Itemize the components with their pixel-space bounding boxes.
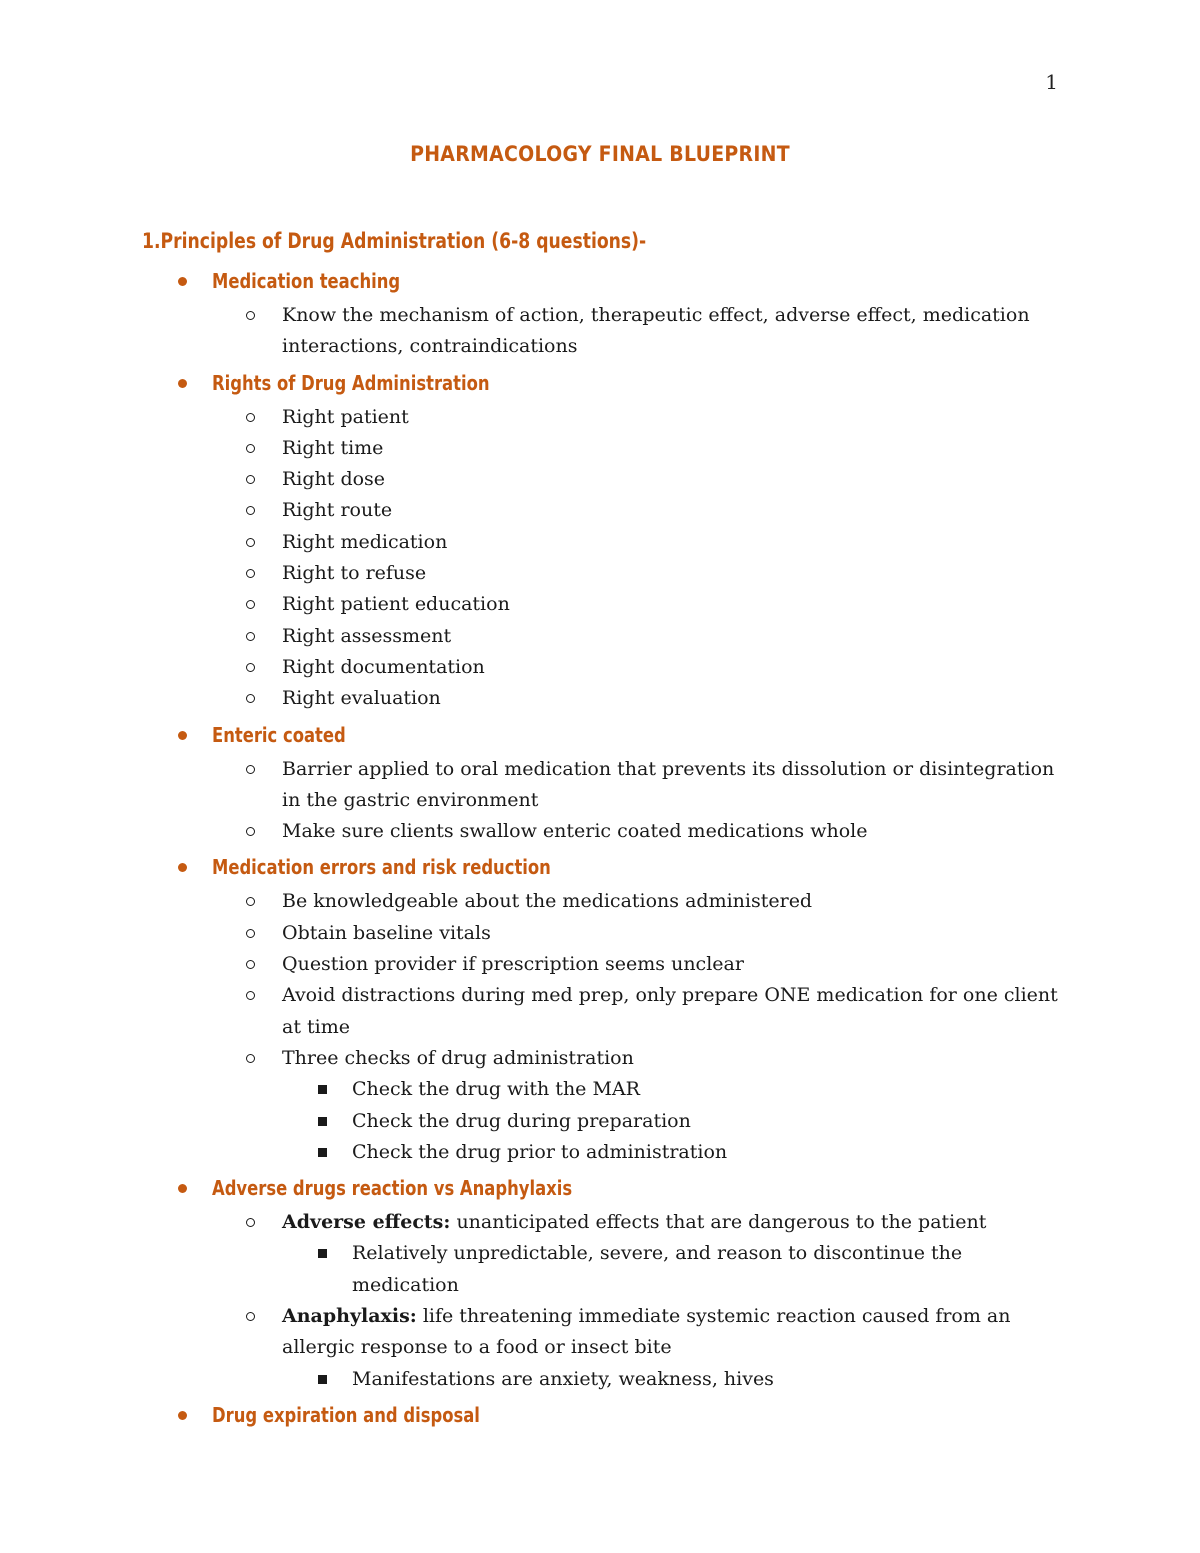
- bullet-dot-icon: [178, 731, 187, 740]
- topic-points: [246, 402, 1062, 715]
- bullet-circle-icon: [246, 600, 255, 609]
- list-item: [246, 816, 1062, 847]
- list-item: [246, 1043, 1062, 1168]
- list-item: [246, 652, 1062, 683]
- list-item: [246, 402, 1062, 433]
- bullet-circle-icon: [246, 765, 255, 774]
- item-text: Right route: [282, 499, 393, 522]
- item-text: Obtain baseline vitals: [282, 921, 491, 944]
- item-text: Right patient: [282, 405, 409, 428]
- list-item: [246, 464, 1062, 495]
- list-item: [246, 1301, 1062, 1395]
- item-text: Right assessment: [282, 624, 452, 647]
- section-heading: 1.Principles of Drug Administration (6-8 questions)-: [142, 229, 647, 253]
- list-item: [246, 949, 1062, 980]
- bullet-square-icon: [318, 1148, 327, 1157]
- topic-item: [176, 1171, 1062, 1395]
- sub-item-text: Check the drug prior to administration: [352, 1140, 728, 1163]
- topic-points: [246, 300, 1062, 363]
- bullet-circle-icon: [246, 663, 255, 672]
- term-label: Adverse effects:: [282, 1211, 451, 1234]
- item-text: Right medication: [282, 530, 448, 553]
- bullet-circle-icon: [246, 827, 255, 836]
- page-number: 1: [1045, 70, 1058, 94]
- topic-label: Medication errors and risk reduction: [212, 855, 551, 880]
- list-item: [246, 918, 1062, 949]
- topic-points: [246, 886, 1062, 1168]
- bullet-circle-icon: [246, 960, 255, 969]
- sub-list-item: [318, 1238, 1062, 1301]
- list-item: [246, 754, 1062, 817]
- list-item: [246, 495, 1062, 526]
- item-text: Know the mechanism of action, therapeutic effect, adverse effect, medication interactions, contraindications: [282, 304, 1030, 358]
- bullet-square-icon: [318, 1375, 327, 1384]
- topic-item: [176, 718, 1062, 848]
- bullet-circle-icon: [246, 897, 255, 906]
- bullet-circle-icon: [246, 506, 255, 515]
- bullet-circle-icon: [246, 538, 255, 547]
- bullet-circle-icon: [246, 311, 255, 320]
- list-item: [246, 683, 1062, 714]
- bullet-circle-icon: [246, 444, 255, 453]
- bullet-circle-icon: [246, 413, 255, 422]
- sub-list-item: [318, 1106, 1062, 1137]
- bullet-dot-icon: [178, 1411, 187, 1420]
- topic-item: [176, 366, 1062, 715]
- bullet-circle-icon: [246, 1312, 255, 1321]
- topic-label: Rights of Drug Administration: [212, 370, 490, 395]
- item-text: unanticipated effects that are dangerous to the patient: [450, 1211, 987, 1234]
- bullet-circle-icon: [246, 632, 255, 641]
- bullet-circle-icon: [246, 569, 255, 578]
- document-content: [142, 224, 1062, 1434]
- sub-item-text: Check the drug with the MAR: [352, 1078, 640, 1101]
- item-text: Right patient education: [282, 593, 510, 616]
- topic-list: [176, 264, 1062, 1432]
- bullet-square-icon: [318, 1085, 327, 1094]
- sub-points: [318, 1238, 1062, 1301]
- topic-points: [246, 754, 1062, 848]
- document-title: PHARMACOLOGY FINAL BLUEPRINT: [410, 142, 790, 166]
- bullet-dot-icon: [178, 863, 187, 872]
- sub-points: [318, 1364, 1062, 1395]
- bullet-circle-icon: [246, 1054, 255, 1063]
- topic-points: [246, 1207, 1062, 1395]
- bullet-circle-icon: [246, 694, 255, 703]
- item-text: Right to refuse: [282, 562, 427, 585]
- sub-item-text: Manifestations are anxiety, weakness, hives: [352, 1367, 774, 1390]
- list-item: [246, 886, 1062, 917]
- topic-label: Enteric coated: [212, 722, 346, 747]
- list-item: [246, 589, 1062, 620]
- item-text: Right time: [282, 436, 384, 459]
- bullet-dot-icon: [178, 277, 187, 286]
- topic-label: Medication teaching: [212, 269, 401, 293]
- list-item: [246, 527, 1062, 558]
- topic-item: [176, 264, 1062, 363]
- sub-item-text: Relatively unpredictable, severe, and reason to discontinue the medication: [352, 1242, 963, 1296]
- item-text: Right documentation: [282, 655, 485, 678]
- sub-item-text: Check the drug during preparation: [352, 1109, 691, 1132]
- bullet-circle-icon: [246, 929, 255, 938]
- item-text: Three checks of drug administration: [282, 1046, 634, 1069]
- bullet-square-icon: [318, 1249, 327, 1258]
- bullet-dot-icon: [178, 379, 187, 388]
- list-item: [246, 300, 1062, 363]
- list-item: [246, 621, 1062, 652]
- item-text: Barrier applied to oral medication that prevents its dissolution or disintegration in the gastric environment: [282, 757, 1055, 811]
- item-text: Make sure clients swallow enteric coated medications whole: [282, 820, 868, 843]
- sub-list-item: [318, 1364, 1062, 1395]
- list-item: [246, 433, 1062, 464]
- list-item: [246, 558, 1062, 589]
- topic-item: [176, 1398, 1062, 1432]
- bullet-square-icon: [318, 1117, 327, 1126]
- item-text: Right dose: [282, 468, 386, 491]
- item-text: Right evaluation: [282, 687, 441, 710]
- item-text: Question provider if prescription seems unclear: [282, 953, 744, 976]
- sub-list-item: [318, 1137, 1062, 1168]
- bullet-circle-icon: [246, 475, 255, 484]
- bullet-circle-icon: [246, 1218, 255, 1227]
- bullet-circle-icon: [246, 991, 255, 1000]
- sub-list-item: [318, 1074, 1062, 1105]
- topic-label: Drug expiration and disposal: [212, 1402, 480, 1427]
- item-text: life threatening immediate systemic reaction caused from an allergic response to a food or insect bite: [282, 1305, 1011, 1359]
- topic-label: Adverse drugs reaction vs Anaphylaxis: [212, 1176, 573, 1201]
- item-text: Be knowledgeable about the medications administered: [282, 890, 813, 913]
- bullet-dot-icon: [178, 1184, 187, 1193]
- list-item: [246, 1207, 1062, 1301]
- item-text: Avoid distractions during med prep, only prepare ONE medication for one client at time: [282, 984, 1058, 1038]
- sub-points: [318, 1074, 1062, 1168]
- topic-item: [176, 850, 1062, 1168]
- term-label: Anaphylaxis:: [282, 1305, 417, 1328]
- list-item: [246, 980, 1062, 1043]
